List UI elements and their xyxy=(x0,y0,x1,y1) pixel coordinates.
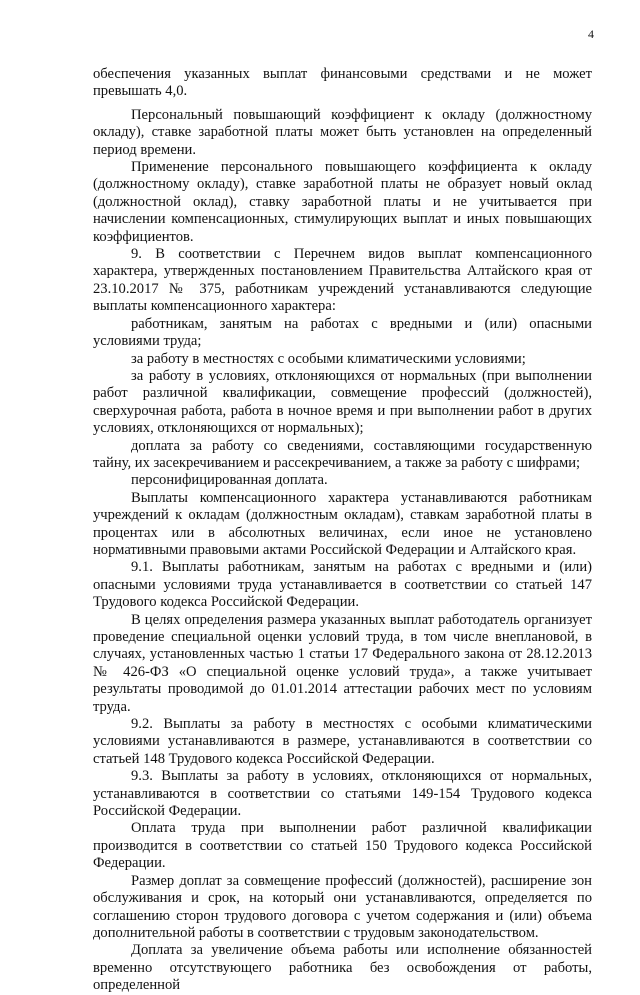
page-number: 4 xyxy=(588,27,594,41)
paragraph: В целях определения размера указанных выплат работодатель организует проведение специальной оценки условий труда, в том числе внеплановой, в случаях, установленных частью 1 статьи 17 Федерального закона от 28.12.2013 № 426-ФЗ «О специальной оценке условий труда», а также учитывает результаты проводимой до 01.01.2014 аттестации рабочих мест по условиям труда. xyxy=(93,611,592,715)
list-item: доплата за работу со сведениями, составляющими государственную тайну, их засекречиванием и рассекречиванием, а также за работу с шифрами; xyxy=(93,437,592,471)
paragraph: Применение персонального повышающего коэффициента к окладу (должностному окладу), ставке заработной платы не образует новый оклад (должностной оклад), ставку заработной платы и не учитывается при начислении компенсационных, стимулирующих выплат и иных повышающих коэффициентов. xyxy=(93,159,592,245)
paragraph: 9. В соответствии с Перечнем видов выплат компенсационного характера, утвержденных постановлением Правительства Алтайского края от 23.10.2017 № 375, работникам учреждений устанавливаются следующие выплаты компенсационного характера: xyxy=(93,246,592,315)
paragraph: Оплата труда при выполнении работ различной квалификации производится в соответствии со статьей 150 Трудового кодекса Российской Федерации. xyxy=(93,820,592,872)
paragraph: обеспечения указанных выплат финансовыми средствами и не может превышать 4,0. xyxy=(93,66,592,100)
list-item: за работу в условиях, отклоняющихся от нормальных (при выполнении работ различной квалификации, совмещение профессий (должностей), сверхурочная работа, работа в ночное время и при выполнении работ в других условиях, отклоняющихся от нормальных); xyxy=(93,367,592,437)
list-item: за работу в местностях с особыми климатическими условиями; xyxy=(131,350,526,367)
paragraph: Доплата за увеличение объема работы или исполнение обязанностей временно отсутствующего работника без освобождения от работы, определенной xyxy=(93,942,592,994)
paragraph: 9.2. Выплаты за работу в местностях с особыми климатическими условиями устанавливаются в размере, устанавливаются в соответствии со статьей 148 Трудового кодекса Российской Федерации. xyxy=(93,716,592,767)
document-body xyxy=(93,66,592,995)
list-item: персонифицированная доплата. xyxy=(131,472,328,489)
paragraph: Выплаты компенсационного характера устанавливаются работникам учреждений к окладам (должностным окладам), ставкам заработной платы в процентах или в абсолютных величинах, если иное не установлено нормативными правовыми актами Российской Федерации и Алтайского края. xyxy=(93,489,592,558)
paragraph: 9.1. Выплаты работникам, занятым на работах с вредными и (или) опасными условиями труда устанавливается в соответствии со статьей 147 Трудового кодекса Российской Федерации. xyxy=(93,559,592,611)
paragraph: 9.3. Выплаты за работу в условиях, отклоняющихся от нормальных, устанавливаются в соответствии со статьями 149-154 Трудового кодекса Российской Федерации. xyxy=(93,768,592,820)
paragraph: Размер доплат за совмещение профессий (должностей), расширение зон обслуживания и срок, на который они устанавливаются, определяется по соглашению сторон трудового договора с учетом содержания и (или) объема дополнительной работы в соответствии с трудовым законодательством. xyxy=(93,872,592,941)
paragraph: Персональный повышающий коэффициент к окладу (должностному окладу), ставке заработной платы может быть установлен на определенный период времени. xyxy=(93,106,592,158)
list-item: работникам, занятым на работах с вредными и (или) опасными условиями труда; xyxy=(93,315,592,350)
